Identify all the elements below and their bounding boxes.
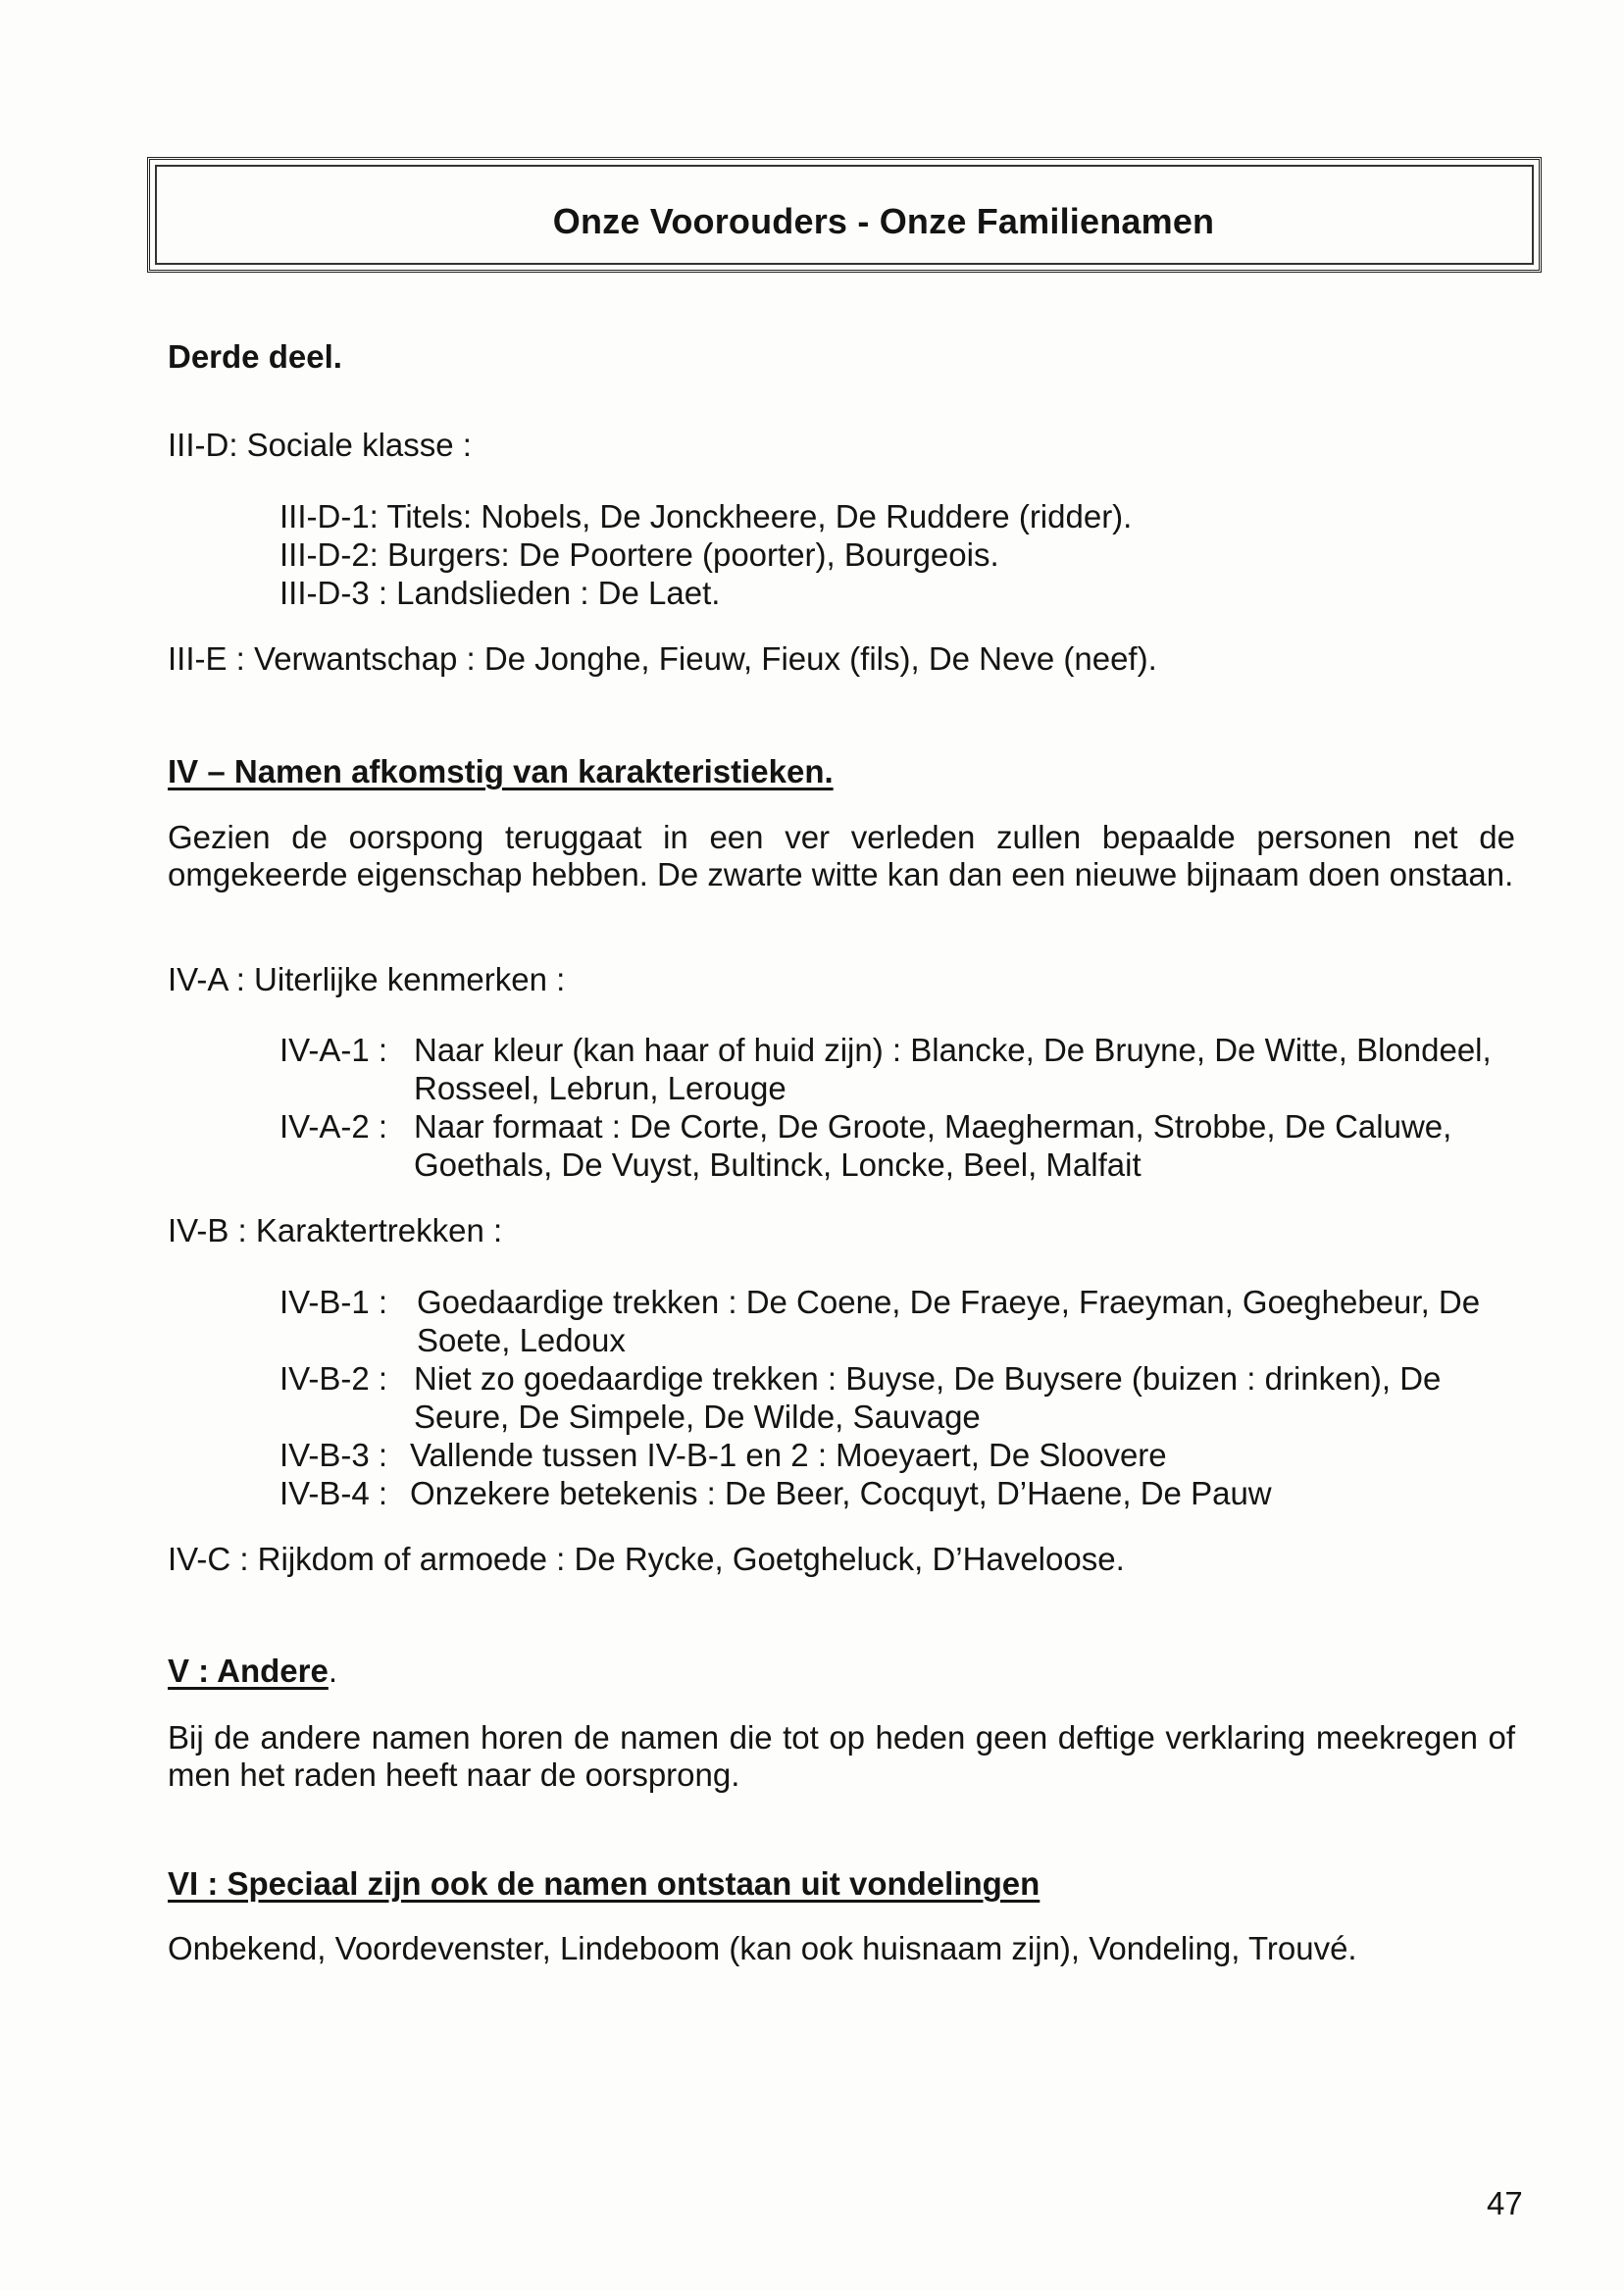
section-iv-heading: IV – Namen afkomstig van karakteristieken. xyxy=(168,753,834,789)
section-iiid-heading: III-D: Sociale klasse : xyxy=(168,427,472,463)
ivb2-label: IV-B-2 : xyxy=(279,1360,388,1397)
section-v-text: Bij de andere namen horen de namen die tot op heden geen deftige verklaring meekregen of men het raden heeft naar de oorsprong. xyxy=(168,1719,1515,1793)
iva2-line-2: Goethals, De Vuyst, Bultinck, Loncke, Beel, Malfait xyxy=(414,1146,1142,1183)
section-iiid-item-1: III-D-1: Titels: Nobels, De Jonckheere, De Ruddere (ridder). xyxy=(279,498,1133,535)
section-vi-text: Onbekend, Voordevenster, Lindeboom (kan ook huisnaam zijn), Vondeling, Trouvé. xyxy=(168,1930,1357,1966)
section-ivc-line: IV-C : Rijkdom of armoede : De Rycke, Goetgheluck, D’Haveloose. xyxy=(168,1541,1125,1577)
iva1-label: IV-A-1 : xyxy=(279,1032,388,1068)
page-number: 47 xyxy=(1487,2185,1523,2221)
section-v-heading: V : Andere xyxy=(168,1653,329,1689)
ivb1-label: IV-B-1 : xyxy=(279,1284,388,1320)
iva2-line-1: Naar formaat : De Corte, De Groote, Maegherman, Strobbe, De Caluwe, xyxy=(414,1108,1452,1145)
iva2-label: IV-A-2 : xyxy=(279,1108,388,1145)
ivb3-line-1: Vallende tussen IV-B-1 en 2 : Moeyaert, De Sloovere xyxy=(410,1437,1167,1473)
section-iv-intro: Gezien de oorspong teruggaat in een ver verleden zullen bepaalde personen net de omgekeerde eigenschap hebben. De zwarte witte kan dan een nieuwe bijnaam doen onstaan. xyxy=(168,819,1515,892)
section-iiid-item-2: III-D-2: Burgers: De Poortere (poorter), Bourgeois. xyxy=(279,536,999,573)
section-iiie-line: III-E : Verwantschap : De Jonghe, Fieuw, Fieux (fils), De Neve (neef). xyxy=(168,640,1157,677)
section-vi-heading: VI : Speciaal zijn ook de namen ontstaan uit vondelingen xyxy=(168,1865,1040,1902)
ivb1-line-2: Soete, Ledoux xyxy=(417,1322,626,1358)
section-ivb-heading: IV-B : Karaktertrekken : xyxy=(168,1212,503,1248)
ivb4-label: IV-B-4 : xyxy=(279,1475,388,1511)
ivb4-line-1: Onzekere betekenis : De Beer, Cocquyt, D’Haene, De Pauw xyxy=(410,1475,1272,1511)
part-heading: Derde deel. xyxy=(168,338,342,375)
section-iiid-item-3: III-D-3 : Landslieden : De Laet. xyxy=(279,575,721,611)
section-v-heading-tail: . xyxy=(328,1653,337,1689)
ivb3-label: IV-B-3 : xyxy=(279,1437,388,1473)
ivb1-line-1: Goedaardige trekken : De Coene, De Fraeye, Fraeyman, Goeghebeur, De xyxy=(417,1284,1481,1320)
page-title: Onze Voorouders - Onze Familienamen xyxy=(552,201,1215,241)
title-box xyxy=(147,157,1542,273)
section-iva-heading: IV-A : Uiterlijke kenmerken : xyxy=(168,961,566,997)
ivb2-line-2: Seure, De Simpele, De Wilde, Sauvage xyxy=(414,1399,981,1435)
ivb2-line-1: Niet zo goedaardige trekken : Buyse, De Buysere (buizen : drinken), De xyxy=(414,1360,1442,1397)
iva1-line-1: Naar kleur (kan haar of huid zijn) : Blancke, De Bruyne, De Witte, Blondeel, xyxy=(414,1032,1492,1068)
iva1-line-2: Rosseel, Lebrun, Lerouge xyxy=(414,1070,787,1106)
